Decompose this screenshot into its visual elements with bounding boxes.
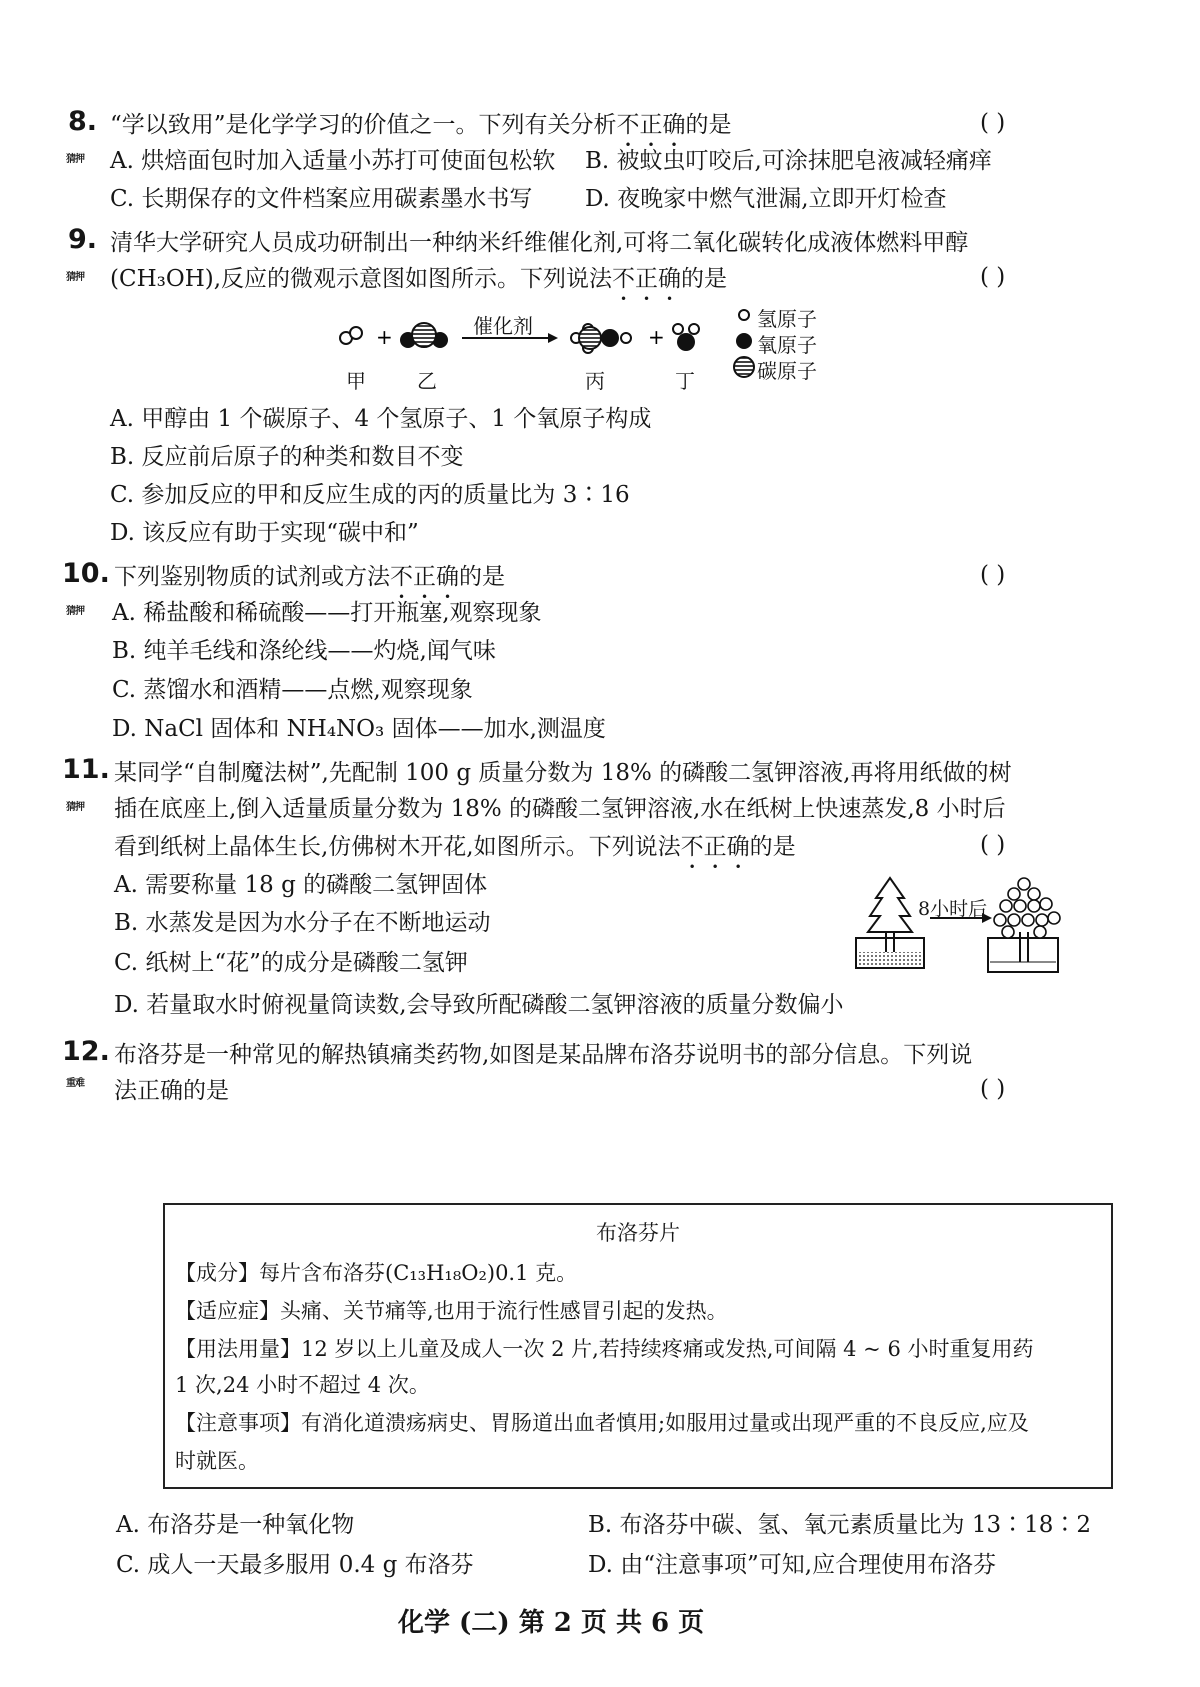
- stem-emphasis: 不正确: [616, 112, 686, 138]
- stem-text: 的是: [749, 834, 796, 860]
- option-c: C. 成人一天最多服用 0.4 g 布洛芬: [116, 1552, 474, 1578]
- stem-text: “学以致用”是化学学习的价值之一。下列有关分析: [110, 112, 617, 138]
- page-footer: 化学 (二) 第 2 页 共 6 页: [398, 1608, 705, 1638]
- crystal-tree-icon: [988, 878, 1060, 972]
- legend-carbon: 碳原子: [757, 359, 817, 383]
- option-d: D. NaCl 固体和 NH₄NO₃ 固体——加水,测温度: [112, 716, 606, 742]
- option-c: C. 参加反应的甲和反应生成的丙的质量比为 3∶16: [110, 482, 630, 508]
- box-line: 【注意事项】有消化道溃疡病史、胃肠道出血者慎用;如服用过量或出现严重的不良反应,应及: [175, 1411, 1029, 1435]
- carbon-atom-icon: [734, 357, 754, 377]
- stem-text: 看到纸树上晶体生长,仿佛树木开花,如图所示。下列说法: [114, 834, 681, 860]
- option-b: B. 水蒸发是因为水分子在不断地运动: [114, 910, 491, 936]
- question-tag: 猜押: [66, 154, 84, 165]
- legend-oxygen: 氧原子: [757, 333, 817, 357]
- stem-text: 的是: [681, 266, 728, 292]
- figure-time-label: 8小时后: [918, 898, 988, 920]
- stem-emphasis: 不正确: [612, 266, 682, 292]
- option-c: C. 纸树上“花”的成分是磷酸二氢钾: [114, 950, 468, 976]
- magic-tree-figure: [850, 870, 1065, 980]
- question-tag: 猜押: [66, 606, 84, 617]
- option-b: B. 被蚊虫叮咬后,可涂抹肥皂液减轻痛痒: [585, 148, 992, 174]
- option-d: D. 该反应有助于实现“碳中和”: [110, 520, 419, 546]
- option-c: C. 蒸馏水和酒精——点燃,观察现象: [112, 677, 473, 703]
- stem-emphasis: 不正确: [390, 564, 459, 590]
- arrow-head-icon: [548, 333, 558, 343]
- box-line: 【用法用量】12 岁以上儿童及成人一次 2 片,若持续疼痛或发热,可间隔 4 ~ 6 小时重复用药: [175, 1337, 1034, 1361]
- question-stem: [114, 832, 796, 874]
- label-ding: 丁: [675, 369, 695, 393]
- stem-text: 的是: [459, 564, 505, 590]
- question-tag: 猜押: [66, 272, 84, 283]
- option-a: A. 需要称量 18 g 的磷酸二氢钾固体: [114, 872, 488, 898]
- plus-sign: +: [376, 325, 393, 349]
- option-a: A. 甲醇由 1 个碳原子、4 个氢原子、1 个氧原子构成: [110, 406, 652, 432]
- box-line: 【成分】每片含布洛芬(C₁₃H₁₈O₂)0.1 克。: [175, 1261, 578, 1285]
- paper-tree-icon: [856, 878, 924, 968]
- question-stem: 某同学“自制魔法树”,先配制 100 g 质量分数为 18% 的磷酸二氢钾溶液,再将用纸做的树: [114, 760, 1012, 786]
- label-yi: 乙: [417, 369, 437, 393]
- box-title: 布洛芬片: [596, 1221, 680, 1245]
- methanol-molecule-icon: [571, 324, 631, 353]
- option-d: D. 夜晚家中燃气泄漏,立即开灯检查: [585, 186, 947, 212]
- reaction-diagram: [330, 300, 830, 400]
- answer-parentheses: ( ): [980, 264, 1006, 290]
- answer-parentheses: ( ): [980, 562, 1006, 588]
- question-stem: 插在底座上,倒入适量质量分数为 18% 的磷酸二氢钾溶液,水在纸树上快速蒸发,8 小时后: [114, 796, 1006, 822]
- option-b: B. 反应前后原子的种类和数目不变: [110, 444, 464, 470]
- question-number: 9.: [68, 224, 98, 255]
- question-number: 12.: [62, 1036, 110, 1067]
- question-number: 11.: [62, 754, 110, 785]
- label-jia: 甲: [346, 369, 366, 393]
- question-stem: 清华大学研究人员成功研制出一种纳米纤维催化剂,可将二氧化碳转化成液体燃料甲醇: [110, 230, 969, 256]
- question-stem: 法正确的是: [114, 1078, 229, 1104]
- box-line: 时就医。: [175, 1449, 259, 1473]
- option-b: B. 纯羊毛线和涤纶线——灼烧,闻气味: [112, 638, 496, 664]
- option-a: A. 烘焙面包时加入适量小苏打可使面包松软: [110, 148, 556, 174]
- answer-parentheses: ( ): [980, 1076, 1006, 1102]
- option-d: D. 由“注意事项”可知,应合理使用布洛芬: [588, 1552, 997, 1578]
- stem-text: 下列鉴别物质的试剂或方法: [114, 564, 390, 590]
- oxygen-atom-icon: [736, 333, 752, 349]
- stem-emphasis: 不正确: [680, 834, 750, 860]
- water-molecule-icon: [673, 324, 699, 351]
- hydrogen-atom-icon: [739, 310, 749, 320]
- option-b: B. 布洛芬中碳、氢、氧元素质量比为 13∶18∶2: [588, 1512, 1092, 1538]
- question-stem: 布洛芬是一种常见的解热镇痛类药物,如图是某品牌布洛芬说明书的部分信息。下列说: [114, 1042, 973, 1068]
- answer-parentheses: ( ): [980, 832, 1006, 858]
- carbon-dioxide-molecule-icon: [400, 323, 448, 348]
- question-number: 10.: [62, 558, 110, 589]
- answer-parentheses: ( ): [980, 110, 1006, 136]
- hydrogen-molecule-icon: [340, 327, 362, 344]
- question-tag: 猜押: [66, 802, 84, 813]
- option-d: D. 若量取水时俯视量筒读数,会导致所配磷酸二氢钾溶液的质量分数偏小: [114, 992, 844, 1018]
- option-c: C. 长期保存的文件档案应用碳素墨水书写: [110, 186, 533, 212]
- question-tag: 重难: [66, 1078, 84, 1089]
- option-a: A. 布洛芬是一种氧化物: [116, 1512, 355, 1538]
- option-a: A. 稀盐酸和稀硫酸——打开瓶塞,观察现象: [112, 600, 542, 626]
- box-line: 【适应症】头痛、关节痛等,也用于流行性感冒引起的发热。: [175, 1299, 728, 1323]
- stem-text: (CH₃OH),反应的微观示意图如图所示。下列说法: [110, 266, 613, 292]
- plus-sign: +: [648, 325, 665, 349]
- drug-instruction-box: [163, 1203, 1113, 1489]
- label-bing: 丙: [585, 369, 605, 393]
- legend-hydrogen: 氢原子: [757, 307, 817, 331]
- box-line: 1 次,24 小时不超过 4 次。: [175, 1373, 430, 1397]
- stem-text: 的是: [685, 112, 732, 138]
- question-number: 8.: [68, 106, 98, 137]
- catalyst-label: 催化剂: [473, 314, 533, 338]
